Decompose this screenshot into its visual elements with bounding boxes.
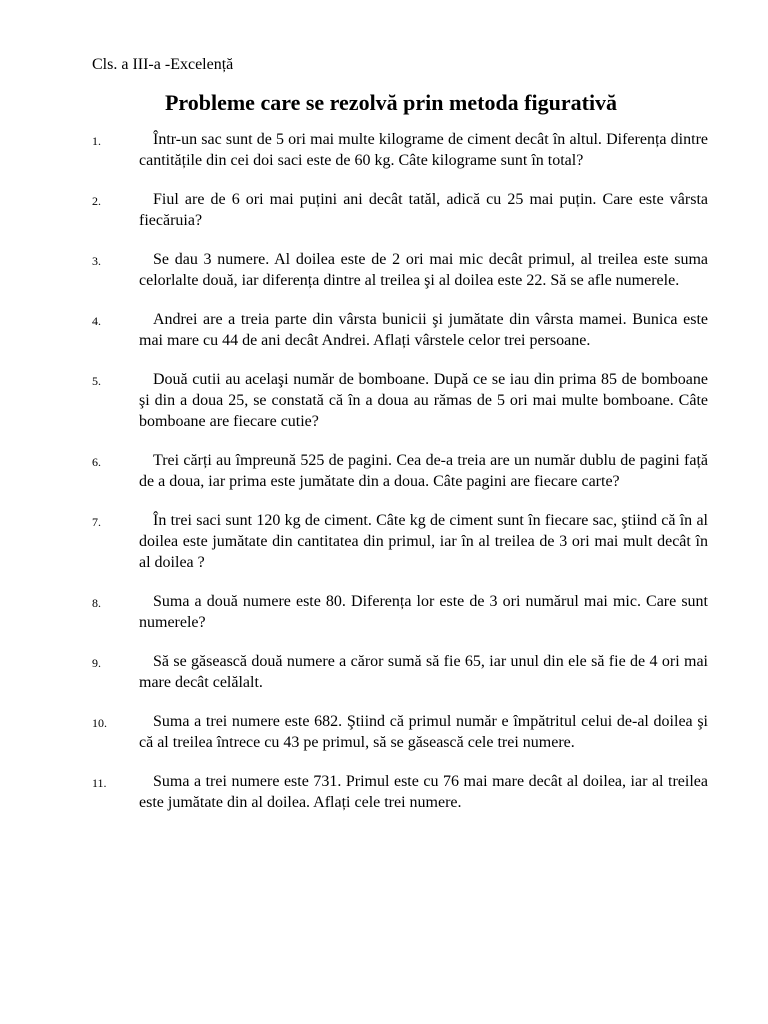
page-title: Probleme care se rezolvă prin metoda figurativă bbox=[164, 90, 618, 115]
problem-item bbox=[92, 450, 708, 492]
problem-item bbox=[92, 189, 708, 231]
problem-text: Suma a trei numere este 731. Primul este cu 76 mai mare decât al doilea, iar al treilea este jumătate din al doilea. Aflați cele trei numere. bbox=[139, 773, 708, 811]
problem-item bbox=[92, 129, 708, 171]
problem-text: Suma a trei numere este 682. Ştiind că primul număr e împătritul celui de-al doilea şi că al treilea întrece cu 43 pe primul, să se găsească cele trei numere. bbox=[139, 713, 708, 751]
problem-item bbox=[92, 309, 708, 351]
problem-item bbox=[92, 510, 708, 573]
problem-number: 7. bbox=[92, 515, 101, 529]
problem-number: 3. bbox=[92, 254, 101, 268]
problem-text: Două cutii au acelaşi număr de bomboane. După ce se iau din prima 85 de bomboane şi din a doua 25, se constată că în a doua au rămas de 5 ori mai multe bomboane. Câte bomboane are fiecare cutie? bbox=[139, 371, 708, 430]
problem-item bbox=[92, 591, 708, 633]
problem-number: 11. bbox=[92, 776, 107, 790]
problem-text: Trei cărți au împreună 525 de pagini. Cea de-a treia are un număr dublu de pagini față de a doua, iar prima este jumătate din a doua. Câte pagini are fiecare carte? bbox=[139, 452, 708, 490]
problem-number: 1. bbox=[92, 134, 101, 148]
problem-text: Andrei are a treia parte din vârsta bunicii şi jumătate din vârsta mamei. Bunica este mai mare cu 44 de ani decât Andrei. Aflați vârstele celor trei persoane. bbox=[139, 311, 708, 349]
problem-item bbox=[92, 369, 708, 432]
problem-text: Să se găsească două numere a căror sumă să fie 65, iar unul din ele să fie de 4 ori mai mare decât celălalt. bbox=[139, 653, 708, 691]
problem-item bbox=[92, 771, 708, 813]
problem-text: Într-un sac sunt de 5 ori mai multe kilograme de ciment decât în altul. Diferența dintre cantitățile din cei doi saci este de 60 kg. Câte kilograme sunt în total? bbox=[139, 131, 708, 169]
problem-text: În trei saci sunt 120 kg de ciment. Câte kg de ciment sunt în fiecare sac, ştiind că în al doilea este jumătate din cantitatea din primul, iar în al treilea de 3 ori mai mult decât în al doilea ? bbox=[139, 512, 708, 571]
problem-number: 5. bbox=[92, 374, 101, 388]
problem-number: 2. bbox=[92, 194, 101, 208]
problem-item bbox=[92, 651, 708, 693]
problem-number: 9. bbox=[92, 656, 101, 670]
problem-number: 8. bbox=[92, 596, 101, 610]
problem-number: 4. bbox=[92, 314, 101, 328]
problem-number: 10. bbox=[92, 716, 107, 730]
problem-text: Se dau 3 numere. Al doilea este de 2 ori mai mic decât primul, al treilea este suma celorlalte două, iar diferența dintre al treilea şi al doilea este 22. Să se afle numerele. bbox=[139, 251, 708, 289]
problem-item bbox=[92, 711, 708, 753]
problem-item bbox=[92, 249, 708, 291]
problem-list bbox=[92, 129, 708, 813]
problem-text: Suma a două numere este 80. Diferența lor este de 3 ori numărul mai mic. Care sunt numerele? bbox=[139, 593, 708, 631]
problem-text: Fiul are de 6 ori mai puțini ani decât tatăl, adică cu 25 mai puțin. Care este vârsta fiecăruia? bbox=[139, 191, 708, 229]
problem-number: 6. bbox=[92, 455, 101, 469]
class-label: Cls. a III-a -Excelență bbox=[92, 56, 234, 73]
